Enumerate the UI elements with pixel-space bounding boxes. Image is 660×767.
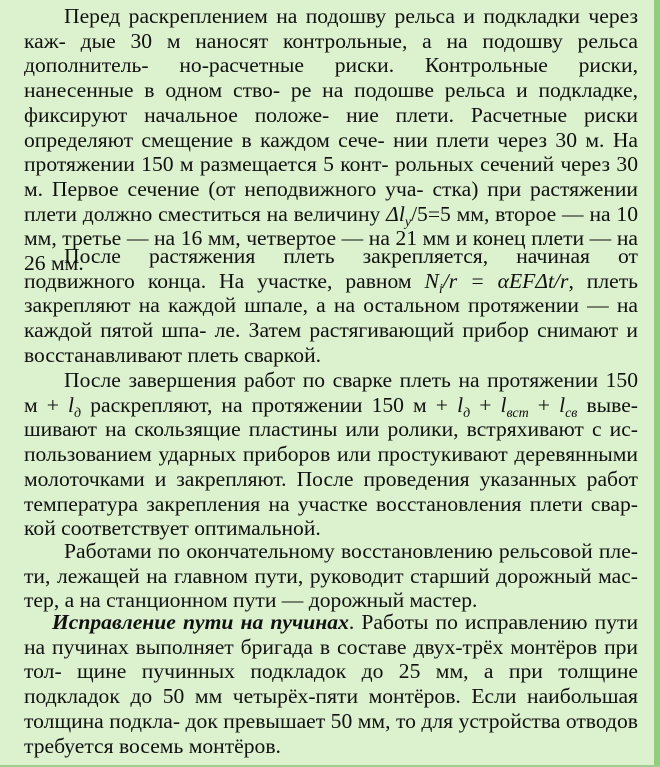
text-line: стка) при растяжении плети должно сместиться на величину	[24, 176, 638, 226]
formula-subscript: y	[404, 214, 412, 230]
text-line: шивают на скользящие пластины или ролики, встряхивают с ис-	[24, 417, 638, 442]
text-line: +	[470, 392, 501, 417]
text-line: нии плети через 30 м. На протяжении 150 м размещается 5 конт-	[24, 127, 639, 177]
text-line: 150 м +	[24, 368, 639, 417]
paragraph-plet-fixing	[24, 244, 638, 368]
text-line: температура закрепления на участке восстановления плети свар-	[24, 491, 638, 516]
formula-subscript: д	[74, 405, 82, 421]
text-line: дые 30 м наносят контрольные, а на подошву рельса дополнитель-	[24, 28, 638, 78]
text-line: молоточками и закрепляют. После проведения указанных работ	[24, 466, 638, 491]
text-line: , плеть закрепляют на	[24, 268, 638, 318]
text-line: выве-	[577, 392, 638, 417]
formula-l: l	[457, 392, 464, 417]
text-line: /5=5 мм, второе — на 10 мм, третье — на 16 мм, четвертое — на	[24, 201, 638, 251]
text-line: кой соответствует оптимальной.	[24, 516, 321, 541]
text-line: +	[528, 392, 560, 417]
text-line: ние плети. Расчетные риски определяют смещение в каждом сече-	[24, 102, 638, 152]
text-line: монтёров.	[188, 733, 281, 758]
text-line: конца. На участке, равном	[147, 268, 425, 293]
formula-l: l	[500, 392, 507, 417]
text-line: каждой шпале, а на остальном протяжении — на каждой пятой шпа-	[24, 293, 638, 343]
text-line: тер, а на станционном пути — дорожный мастер.	[24, 588, 478, 613]
formula-l: l	[559, 392, 566, 417]
formula-l: l	[68, 392, 75, 417]
formula-subscript: i	[438, 281, 443, 297]
right-margin-rule	[654, 0, 660, 767]
formula-delta-l: Δl	[386, 201, 405, 226]
text-line: пучинах выполняет бригада в составе двух-трёх монтёров при тол-	[24, 634, 638, 684]
text-line: рольных сечений через 30 м. Первое сечение (от неподвижного уча-	[24, 152, 638, 201]
text-line: но-расчетные риски. Контрольные риски, нанесенные в одном ство-	[24, 53, 639, 103]
text-line: раскрепляют, на протяжении 150 м +	[81, 392, 458, 417]
text-line: Перед раскреплением на подошву рельса и подкладки через каж-	[24, 4, 638, 53]
text-line: . Работы по исправлению пути на	[24, 610, 639, 659]
text-line: док превышает 50 мм, то для устройства отводов требуется восемь	[24, 708, 639, 758]
text-line: ти, лежащей на главном пути, руководит старший дорожный мас-	[24, 563, 638, 588]
text-line: пользованием ударных приборов или простукивают деревянными	[24, 442, 638, 467]
paragraph-welding	[24, 368, 638, 541]
formula-subscript: св	[565, 405, 578, 421]
text-line: Работами по окончательному восстановлению рельсовой пле-	[64, 539, 638, 563]
text-line: щине пучинных подкладок до 25 мм, а при толщине подкладок до	[24, 659, 638, 709]
formula-body: /r = αEFΔt/r	[442, 268, 569, 293]
text-line: После растяжения плеть закрепляется, начиная от подвижного	[24, 244, 638, 293]
paragraph-supervision	[24, 539, 638, 613]
paragraph-rail-marking	[24, 4, 638, 276]
text-line: 50 мм четырёх-пяти монтёров. Если наибольшая толщина подкла-	[24, 684, 638, 733]
section-heading: Исправление пути на пучинах	[52, 610, 349, 634]
text-line: ле. Затем растягивающий прибор снимают и восстанавливают плеть	[24, 318, 638, 367]
paragraph-frost-heave	[24, 610, 638, 758]
text-line: сваркой.	[244, 342, 322, 367]
formula-n: N	[424, 268, 439, 293]
text-line: 21 мм и конец плети — на 26 мм.	[24, 226, 638, 276]
formula-subscript: вст	[506, 405, 529, 421]
text-line: ре на подошве рельса и подкладке, фиксируют начальное положе-	[24, 78, 638, 127]
text-line: После завершения работ по сварке плеть на протяжении	[64, 368, 599, 392]
formula-subscript: д	[463, 405, 471, 421]
